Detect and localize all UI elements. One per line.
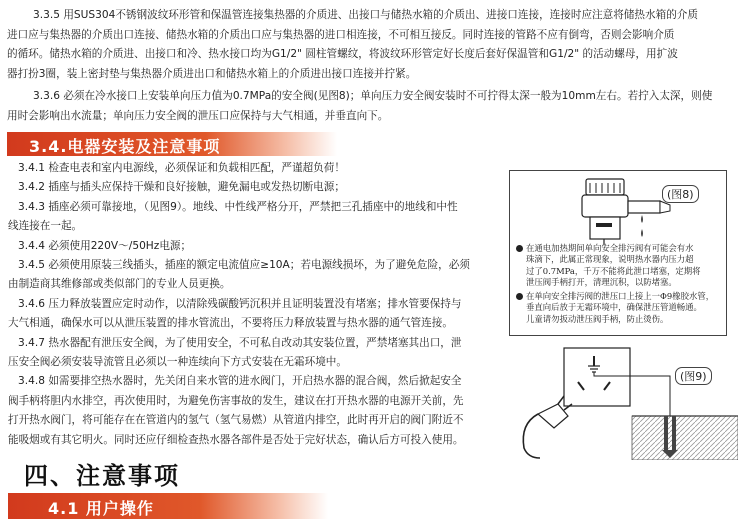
figure-9-label: (图9) — [675, 367, 712, 385]
figure-9-grounding-diagram — [510, 342, 738, 460]
paragraph-line: 3.3.6 必须在冷水接口上安装单向压力值为0.7MPa的安全阀(见图8)；单向压力安全阀安装时不可拧得太深一般为10mm左右。若拧入太深，则使 — [33, 90, 713, 102]
bullet-icon — [516, 293, 523, 300]
section-3-4-heading-band — [7, 132, 337, 156]
figure-8-box — [509, 170, 727, 336]
paragraph-line: 能吸烟或有其它明火。同时还应仔细检查热水器各部件是否处于完好状态，确认后方可投入使用。 — [8, 433, 464, 446]
paragraph-line: 器打扮3圈，装上密封垫与集热器介质进出口和储热水箱上的介质进出接口连接并拧紧。 — [7, 67, 417, 80]
note-line: 垂直向后放于无霜环境中，确保泄压管道畅通。 — [526, 302, 702, 313]
bullet-icon — [516, 245, 523, 252]
section-3-3-6-paragraph — [7, 87, 712, 126]
paragraph-line: 3.3.5 用SUS304不锈钢波纹环形管和保温管连接集热器的介质进、出接口与储热水箱的介质出、进接口连接，连接时应注意将储热水箱的介质 — [33, 9, 698, 21]
paragraph-line: 的循环。储热水箱的介质进、出接口和冷、热水接口均为G1/2" 圆柱管螺纹，将波纹环形管定好长度后套好保温管和G1/2" 的活动螺母，用扩波 — [7, 48, 678, 60]
paragraph-line: 大气相通，确保水可以从泄压装置的排水管流出，不要将压力释放装置与热水器的通气管连接。 — [8, 317, 453, 330]
paragraph-line: 3.4.4 必须使用220V～/50Hz电源； — [18, 239, 192, 252]
paragraph-line: 3.4.8 如需要排空热水器时，先关闭自来水管的进水阀门，开启热水器的混合阀，然后掀起安全 — [18, 375, 462, 388]
paragraph-line: 打开热水阀门，将可能存在在管道内的氢气（氢气易燃）从管道内排空，此时再开启的阀门附近不 — [8, 414, 464, 427]
paragraph-line: 进口应与集热器的介质出口连接、储热水箱的介质出口应与集热器的进口相连接，不可相互接反。同时连接的管路不应有倒弯，否则会影响介质 — [7, 28, 675, 41]
paragraph-line: 3.4.2 插座与插头应保持干燥和良好接触，避免漏电或发热切断电源； — [18, 181, 345, 194]
figure-8-note-2 — [516, 291, 714, 325]
note-line: 在单向安全排污阀的泄压口上接上一Φ9橡胶水管， — [526, 291, 715, 301]
paragraph-line: 用时会影响出水流量；单向压力安全阀的泄压口应保持与大气相通，并垂直向下。 — [7, 109, 389, 122]
section-3-4-body — [8, 159, 470, 450]
section-3-4-heading: 3.4.电器安装及注意事项 — [29, 137, 221, 156]
chapter-4-title: 四、注意事项 — [24, 462, 180, 490]
section-4-1-heading-band — [8, 493, 328, 519]
figure-8-label: (图8) — [662, 185, 699, 203]
paragraph-line: 3.4.6 压力释放装置应定时动作，以清除残碳酸钙沉积并且证明装置没有堵塞；排水管要保持与 — [18, 297, 462, 310]
note-line: 泄压阀手柄打开，清理沉积，以防堵塞。 — [526, 277, 677, 288]
paragraph-line: 3.4.7 热水器配有泄压安全阀，为了使用安全，不可私自改动其安装位置，严禁堵塞其出口，泄 — [18, 336, 462, 349]
paragraph-line: 3.4.3 插座必须可靠接地，（见图9）。地线、中性线严格分开，严禁把三孔插座中的地线和中性 — [18, 200, 458, 213]
note-line: 在通电加热期间单向安全排污阀有可能会有水 — [526, 243, 694, 253]
paragraph-line: 由制造商其维修部或类似部门的专业人员更换。 — [8, 278, 231, 291]
section-4-1-heading: 4.1 用户操作 — [48, 499, 154, 518]
figure-8-note-1 — [516, 243, 701, 289]
paragraph-line: 3.4.5 必须使用原装三线插头，插座的额定电流值应≥10A；若电源线损坏，为了避免危险，必须 — [18, 259, 470, 272]
section-3-3-5-paragraph — [7, 6, 698, 84]
note-line: 过了0.7MPa，千万不能将此泄口堵塞，定期将 — [526, 265, 701, 276]
paragraph-line: 3.4.1 检查电表和室内电源线，必须保证和负载相匹配，严谨超负荷！ — [18, 162, 345, 174]
paragraph-line: 线连接在一起。 — [8, 220, 83, 233]
paragraph-line: 压安全阀必须安装导流管且必须以一种连续向下方式安装在无霜环境中。 — [8, 356, 347, 369]
note-line: 珠滴下，此属正常现象，说明热水器内压力超 — [526, 254, 694, 265]
note-line: 儿童请勿扳动泄压阀手柄，防止烫伤。 — [526, 313, 669, 324]
paragraph-line: 阀手柄将胆内水排空，再次使用时，为避免伤害事故的发生，建议在打开热水器的电源开关前，先 — [8, 394, 464, 407]
